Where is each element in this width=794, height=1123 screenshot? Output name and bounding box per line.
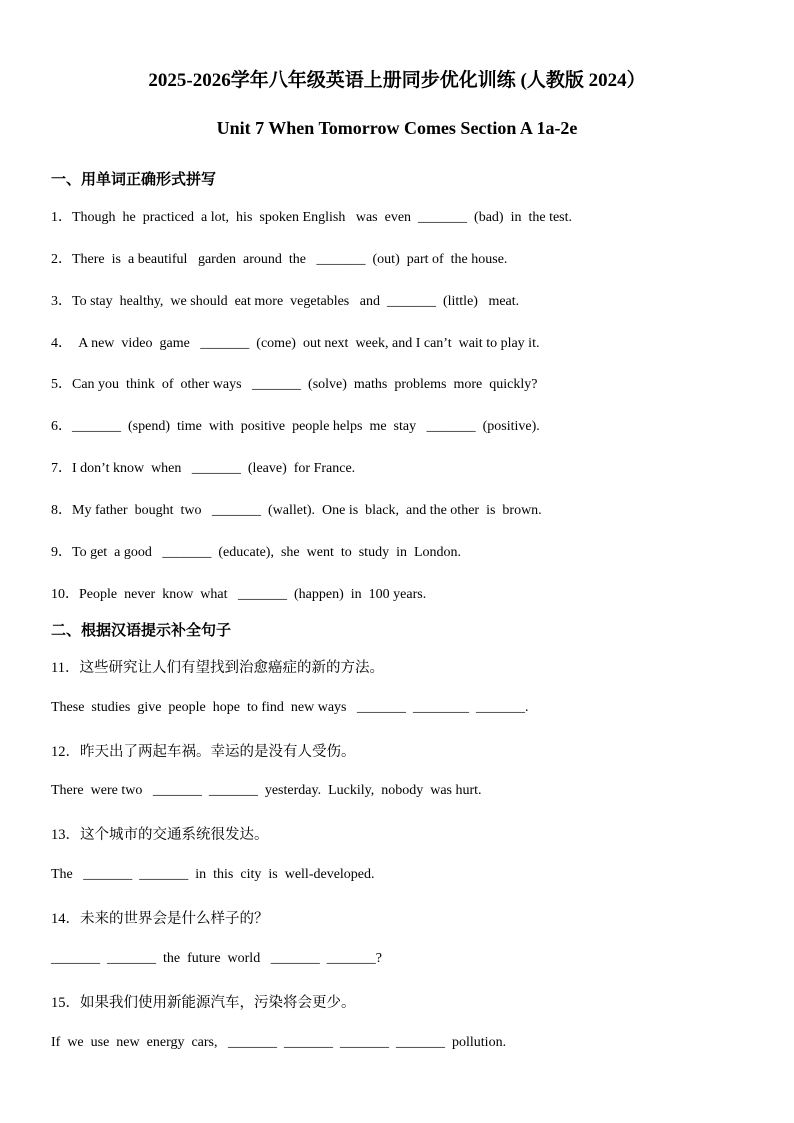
question-10: 10．People never know what _______ (happen) in 100 years. (51, 587, 427, 602)
question-7: 7．I don’t know when _______ (leave) for France. (51, 461, 356, 476)
question-3: 3．To stay healthy, we should eat more vegetables and _______ (little) meat. (51, 294, 520, 309)
question-2: 2．There is a beautiful garden around the _______ (out) part of the house. (51, 252, 508, 267)
question-number: 14． (51, 911, 80, 927)
question-15-sentence: If we use new energy cars, _______ _______ _______ _______ pollution. (51, 1035, 507, 1050)
question-12-prompt (51, 740, 356, 761)
question-6: 6．_______ (spend) time with positive people helps me stay _______ (positive). (51, 419, 540, 434)
chinese-prompt: 昨天出了两起车祸。幸运的是没有人受伤。 (80, 744, 356, 760)
question-1: 1．Though he practiced a lot, his spoken English was even _______ (bad) in the test. (51, 210, 573, 225)
question-number: 13． (51, 827, 80, 843)
question-13-sentence: The _______ _______ in this city is well-developed. (51, 867, 375, 882)
question-9: 9．To get a good _______ (educate), she went to study in London. (51, 545, 462, 560)
section-1-heading: 一、用单词正确形式拼写 (51, 170, 217, 188)
question-11-sentence: These studies give people hope to find new ways _______ ________ _______. (51, 700, 529, 715)
question-number: 15． (51, 995, 80, 1011)
question-11-prompt (51, 656, 384, 677)
question-4: 4． A new video game _______ (come) out next week, and I can’t wait to play it. (51, 336, 540, 351)
section-2-heading: 二、根据汉语提示补全句子 (51, 621, 232, 639)
question-12-sentence: There were two _______ _______ yesterday. Luckily, nobody was hurt. (51, 783, 482, 798)
question-14-sentence: _______ _______ the future world _______ _______? (51, 951, 382, 966)
question-5: 5．Can you think of other ways _______ (solve) maths problems more quickly? (51, 377, 538, 392)
worksheet-title: 2025-2026学年八年级英语上册同步优化训练 (人教版 2024） (148, 70, 646, 91)
question-number: 11． (51, 660, 80, 676)
question-13-prompt (51, 823, 269, 844)
chinese-prompt: 未来的世界会是什么样子的？ (80, 911, 269, 927)
question-14-prompt (51, 907, 269, 928)
chinese-prompt: 如果我们使用新能源汽车，污染将会更少。 (80, 995, 356, 1011)
question-8: 8．My father bought two _______ (wallet). One is black, and the other is brown. (51, 503, 542, 518)
chinese-prompt: 这些研究让人们有望找到治愈癌症的新的方法。 (79, 660, 384, 676)
question-15-prompt (51, 991, 356, 1012)
chinese-prompt: 这个城市的交通系统很发达。 (80, 827, 269, 843)
worksheet-subtitle: Unit 7 When Tomorrow Comes Section A 1a-2e (216, 118, 578, 138)
question-number: 12． (51, 744, 80, 760)
